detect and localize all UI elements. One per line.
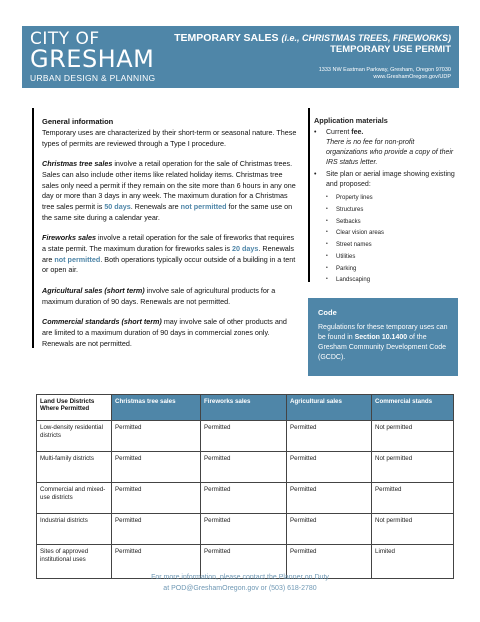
fee-link[interactable]: fee.: [351, 128, 364, 136]
permission-cell: Not permitted: [372, 452, 454, 483]
site-plan-list-item: • Clear vision areas: [326, 228, 456, 240]
permission-cell: Not permitted: [372, 421, 454, 452]
district-cell: Multi-family districts: [37, 452, 112, 483]
permission-cell: Permitted: [287, 452, 372, 483]
district-cell: Industrial districts: [37, 514, 112, 545]
commercial-paragraph: Commercial standards (short term) may involve sale of other products and are limited to a maximum duration of 90 days in commercial zones only. Renewals are not permitted.: [42, 317, 287, 348]
page-subtitle: TEMPORARY USE PERMIT: [330, 44, 451, 55]
fee-item: • Current fee. There is no fee for non-profit organizations who provide a copy of their IRS status letter.: [314, 128, 456, 169]
fireworks-paragraph: Fireworks sales involve a retail operation for the sale of fireworks that requires a state permit. The maximum duration for fireworks sales is 20 days. Renewals are not permitted. Both operations typically occur outside of a building in a tent or open air.: [42, 233, 296, 275]
code-section-ref: Section 10.1400: [354, 334, 408, 342]
footer-line-1: For more information, please contact the Planner on Duty: [151, 574, 329, 581]
land-use-table: [36, 394, 454, 579]
site-plan-list-item: • Landscaping: [326, 275, 456, 287]
permission-cell: Permitted: [112, 421, 201, 452]
table-corner-header: Land Use Districts Where Permitted: [37, 395, 112, 421]
logo-department: URBAN DESIGN & PLANNING: [30, 73, 156, 83]
table-body: [37, 421, 454, 579]
christmas-tree-paragraph: Christmas tree sales involve a retail operation for the sale of Christmas trees. Sales can also include other items like related holiday items. Christmas tree sales only need a permit if they remain on the site more than 6 hours in any one day or more than 3 days in any week. The maximum duration for a Christmas tree sales permit is 50 days. Renewals are not permitted for the same use on the same site during a calendar year.: [42, 159, 296, 222]
application-list: [314, 128, 456, 287]
footer-contact: [0, 572, 480, 594]
agricultural-paragraph: Agricultural sales (short term) involve sale of agricultural products for a maximum duration of 90 days. Renewals are not permitted.: [42, 285, 276, 306]
site-plan-list-item: • Property lines: [326, 193, 456, 205]
permission-cell: Permitted: [112, 514, 201, 545]
permission-cell: Permitted: [287, 514, 372, 545]
table-header-row: [37, 395, 454, 421]
fireworks-duration: 20 days: [232, 244, 259, 253]
permission-cell: Permitted: [287, 421, 372, 452]
code-text: Regulations for these temporary uses can be found in Section 10.1400 of the Gresham Community Development Code (GCDC).: [318, 323, 448, 362]
table-column-header: Fireworks sales: [201, 395, 287, 421]
table-row: [37, 421, 454, 452]
section-rule: [308, 108, 310, 282]
site-plan-list-item: • Utilities: [326, 252, 456, 264]
district-cell: Sites of approved institutional uses: [37, 545, 112, 579]
address: 1333 NW Eastman Parkway, Gresham, Oregon 97030: [318, 67, 451, 73]
title-paren: (i.e., CHRISTMAS TREES, FIREWORKS): [281, 33, 451, 43]
fireworks-renewal: not permitted: [54, 254, 101, 264]
table-row: [37, 483, 454, 514]
page-title: TEMPORARY SALES (i.e., CHRISTMAS TREES, FIREWORKS): [174, 32, 451, 44]
code-heading: Code: [318, 308, 337, 317]
permission-cell: Permitted: [201, 545, 287, 579]
application-materials-section: [308, 108, 458, 282]
christmas-renewal: not permitted: [180, 202, 227, 212]
table-column-header: Commercial stands: [372, 395, 454, 421]
logo-city: CITY OF: [30, 29, 100, 49]
table-row: [37, 452, 454, 483]
site-plan-list-item: • Structures: [326, 205, 456, 217]
title-block: [174, 32, 451, 81]
site-plan-sublist: [326, 193, 456, 287]
logo-gresham: GRESHAM: [30, 45, 155, 73]
permission-cell: Permitted: [287, 545, 372, 579]
permission-cell: Permitted: [201, 514, 287, 545]
section-rule: [32, 108, 34, 348]
footer-line-2[interactable]: at POD@GreshamOregon.gov or (503) 618-2780: [163, 585, 317, 593]
christmas-duration: 50 days: [104, 202, 131, 212]
district-cell: Commercial and mixed-use districts: [37, 483, 112, 514]
address-block: [174, 67, 451, 81]
city-logo: [30, 31, 155, 83]
code-section: [308, 298, 458, 376]
site-plan-item: • Site plan or aerial image showing existing and proposed: • Property lines • Structures • Setbacks • Clear vision areas • Street names • Utilities • Parking • Landscaping: [314, 170, 456, 287]
site-plan-list-item: • Street names: [326, 240, 456, 252]
district-cell: Low-density residential districts: [37, 421, 112, 452]
general-info-heading: General information: [42, 117, 114, 126]
permission-cell: Permitted: [201, 452, 287, 483]
permission-cell: Permitted: [112, 483, 201, 514]
permission-cell: Permitted: [372, 483, 454, 514]
general-intro: Temporary uses are characterized by their short-term or seasonal nature. These types of permits are reviewed through a Type I procedure.: [42, 128, 297, 148]
site-plan-list-item: • Setbacks: [326, 217, 456, 229]
permission-cell: Not permitted: [372, 514, 454, 545]
application-heading: Application materials: [314, 116, 388, 125]
header-banner: [22, 26, 459, 88]
permission-cell: Permitted: [201, 421, 287, 452]
site-plan-list-item: • Parking: [326, 264, 456, 276]
table-row: [37, 514, 454, 545]
general-info-section: [32, 108, 300, 348]
permission-cell: Limited: [372, 545, 454, 579]
table-column-header: Christmas tree sales: [112, 395, 201, 421]
permission-cell: Permitted: [287, 483, 372, 514]
fee-note: There is no fee for non-profit organizations who provide a copy of their IRS status letter.: [326, 138, 454, 166]
table-column-header: Agricultural sales: [287, 395, 372, 421]
permission-cell: Permitted: [112, 452, 201, 483]
permission-cell: Permitted: [112, 545, 201, 579]
permission-cell: Permitted: [201, 483, 287, 514]
website-link[interactable]: www.GreshamOregon.gov/UDP: [373, 74, 451, 81]
